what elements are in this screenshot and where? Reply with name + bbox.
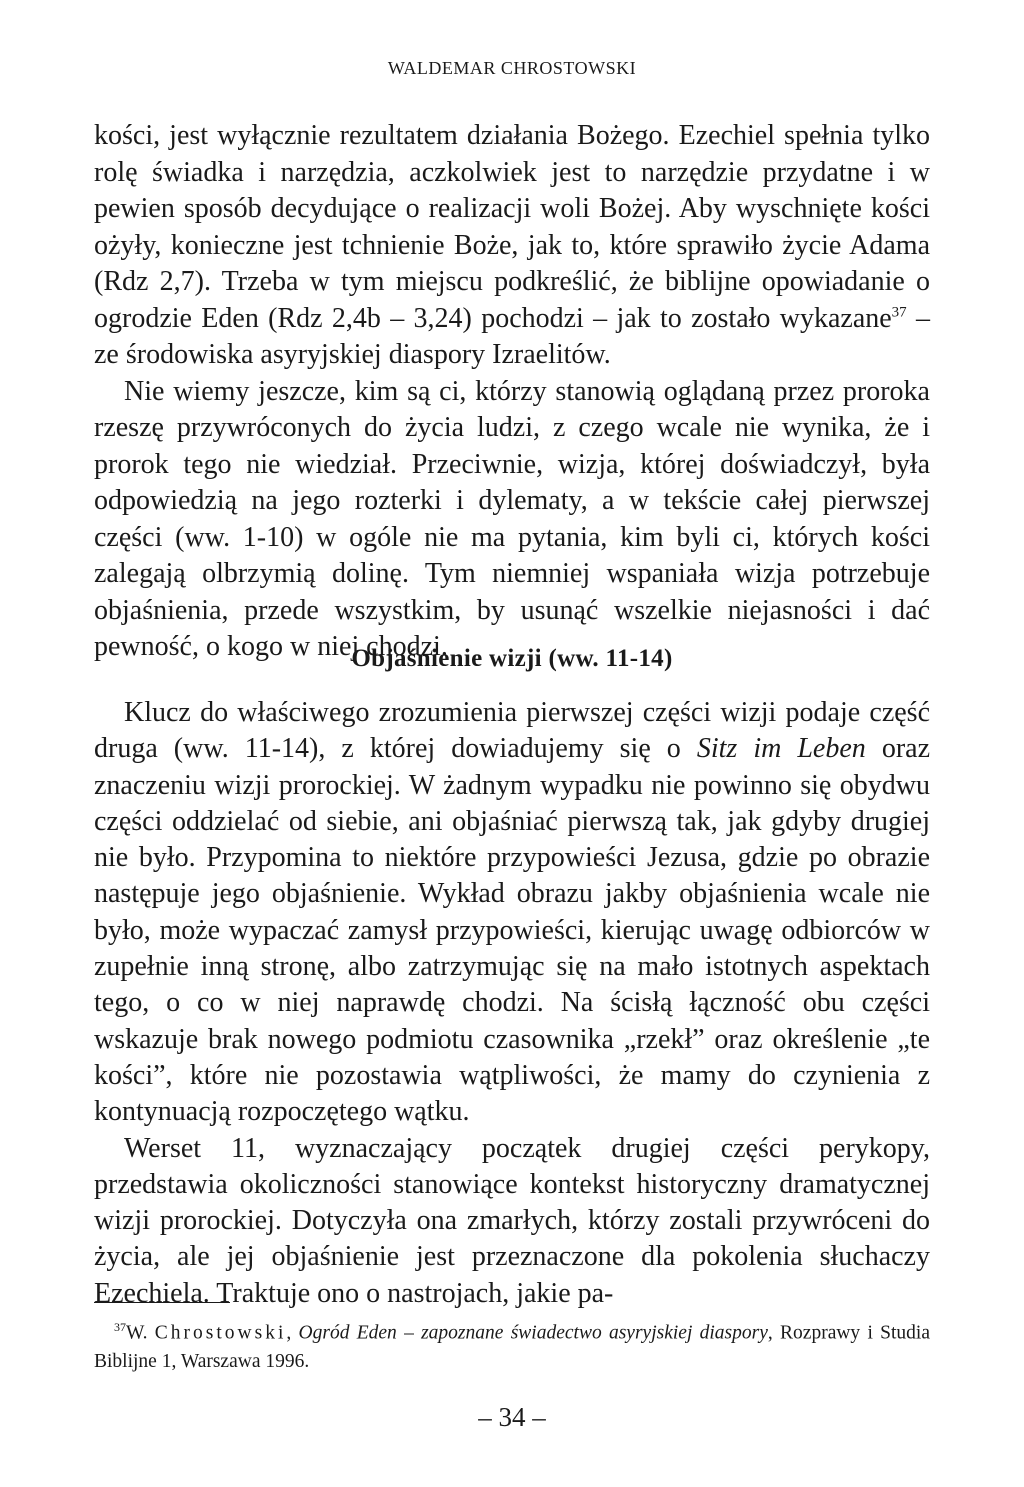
body-text-section-1 (94, 118, 930, 666)
running-header: WALDEMAR CHROSTOWSKI (387, 58, 637, 78)
footnote-title: Ogród Eden – zapoznane świadectwo asyryjskiej diaspory (298, 1322, 768, 1344)
paragraph-3-text-b: oraz znaczeniu wizji prorockiej. W żadnym wypadku nie powinno się obydwu części oddzielać od siebie, ani objaśniać pierwszą tak, jak gdyby drugiej nie było. Przypomina to niektóre przypowieści Jezusa, gdzie po obrazie następuje jego objaśnienie. Wykład obrazu jakby objaśnienia wcale nie było, może wypaczać zamysł przypowieści, kierując uwagę odbiorców w zupełnie inną stronę, albo zatrzymując się na mało istotnych aspektach tego, o co w niej naprawdę chodzi. Na ścisłą łączność obu części wskazuje brak nowego podmiotu czasownika „rzekł” oraz określenie „te kości”, które nie pozostawia wątpliwości, że mamy do czynienia z kontynuacją rozpoczętego wątku. (94, 733, 930, 1128)
paragraph-4: Werset 11, wyznaczający początek drugiej części perykopy, przedstawia okoliczności stanowiące kontekst historyczny dramatycznej wizji prorockiej. Dotyczyła ona zmarłych, którzy zostali przywróceni do życia, ale jej objaśnienie jest przeznaczone dla pokolenia słuchaczy Ezechiela. Traktuje ono o nastrojach, jakie pa- (94, 1132, 930, 1309)
body-text-section-2 (94, 695, 930, 1312)
footnote-number: 37 (114, 1320, 126, 1334)
footnote-author-initial: W. (126, 1322, 155, 1344)
paragraph-1 (94, 118, 930, 374)
page (94, 0, 930, 1487)
page-number: – 34 – (478, 1402, 546, 1432)
footnote-publication: , Rozprawy i Studia Biblijne 1, Warszawa 1996. (94, 1322, 930, 1372)
footnote-reference-37[interactable]: 37 (891, 304, 907, 321)
paragraph-2: Nie wiemy jeszcze, kim są ci, którzy stanowią oglądaną przez proroka rzeszę przywróconych do życia ludzi, z czego wcale nie wynika, że i prorok tego nie wiedział. Przeciwnie, wizja, której doświadczył, była odpowiedzią na jego rozterki i dylematy, a w tekście całej pierwszej części (ww. 1-10) w ogóle nie ma pytania, kim byli ci, których kości zalegają olbrzymią dolinę. Tym niemniej wspaniała wizja potrzebuje objaśnienia, przede wszystkim, by usunąć wszelkie niejasności i dać pewność, o kogo w niej chodzi. (94, 375, 930, 662)
paragraph-1-text-b: – ze środowiska asyryjskiej diaspory Izraelitów. (94, 302, 930, 370)
paragraph-3 (94, 695, 930, 1131)
footnote-author-name: Chrostowski (154, 1322, 287, 1344)
footnote-divider (94, 1302, 230, 1303)
footnote-separator: , (286, 1322, 299, 1344)
section-heading: Objaśnienie wizji (ww. 11-14) (351, 645, 673, 672)
footnote-37 (94, 1313, 930, 1376)
paragraph-3-italic-term: Sitz im Leben (696, 733, 866, 765)
paragraph-1-text-a: kości, jest wyłącznie rezultatem działania Bożego. Ezechiel spełnia tylko rolę świadka i narzędzia, aczkolwiek jest to narzędzie przydatne i w pewien sposób decydujące o realizacji woli Bożej. Aby wyschnięte kości ożyły, konieczne jest tchnienie Boże, jak to, które sprawiło życie Adama (Rdz 2,7). Trzeba w tym miejscu podkreślić, że biblijne opowiadanie o ogrodzie Eden (Rdz 2,4b – 3,24) pochodzi – jak to zostało wykazane (94, 120, 930, 334)
paragraph-3-text-a: Klucz do właściwego zrozumienia pierwszej części wizji podaje część druga (ww. 11-14), z której dowiadujemy się o (94, 697, 930, 765)
